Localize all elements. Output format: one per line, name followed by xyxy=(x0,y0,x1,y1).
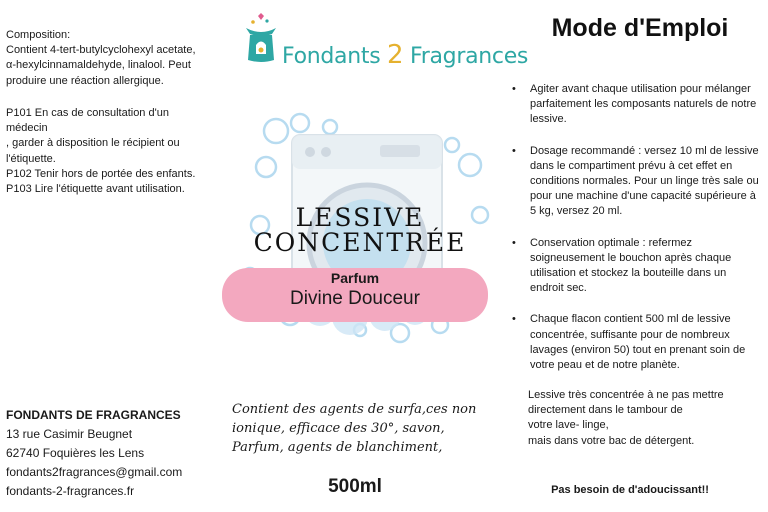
bullet-icon: • xyxy=(512,236,516,249)
composition-block xyxy=(6,28,228,89)
company-street: 13 rue Casimir Beugnet xyxy=(6,427,133,441)
list-item xyxy=(510,236,760,297)
precaution-line: P102 Tenir hors de portée des enfants. xyxy=(6,167,196,180)
instruction-text: Agiter avant chaque utilisation pour mélanger parfaitement les composants naturels de notre lessive. xyxy=(530,83,757,126)
composition-line: Composition: xyxy=(6,29,71,41)
composition-line: produire une réaction allergique. xyxy=(6,74,164,87)
precaution-line: P103 Lire l'étiquette avant utilisation. xyxy=(6,183,185,196)
instruction-text: Dosage recommandé : versez 10 ml de lessive dans le compartiment prévu à cet effet en conditions normales. Pour un linge très sale ou pour une machine d'une capacité supérieure à 5 kg, versez 20 ml. xyxy=(530,144,759,218)
bullet-icon: • xyxy=(512,83,516,95)
note-line: mais dans votre bac de détergent. xyxy=(528,434,695,447)
company-email: fondants2fragrances@gmail.com xyxy=(6,465,183,479)
precautions-block xyxy=(6,106,228,197)
company-name: FONDANTS DE FRAGRANCES xyxy=(6,408,181,422)
list-item xyxy=(510,82,760,128)
bullet-icon: • xyxy=(512,144,516,157)
title-line-1: LESSIVE xyxy=(295,203,425,232)
logo-text-number: 2 xyxy=(387,40,404,70)
volume-label: 500ml xyxy=(328,476,382,497)
note-line: votre lave- linge, xyxy=(528,419,609,432)
softener-note: Pas besoin de d'adoucissant!! xyxy=(551,484,709,496)
precaution-line: l'étiquette. xyxy=(6,152,56,165)
precaution-line: P101 En cas de consultation d'un xyxy=(6,107,169,119)
bullet-icon: • xyxy=(512,313,516,326)
company-website: fondants-2-fragrances.fr xyxy=(6,484,135,498)
precaution-line: médecin xyxy=(6,122,48,135)
logo-text-part: Fondants xyxy=(282,44,388,69)
instruction-text: Conservation optimale : refermez soigneusement le bouchon après chaque utilisation et stockez la bouteille dans un endroit sec. xyxy=(530,236,732,295)
logo-wordmark xyxy=(282,40,528,70)
note-line: directement dans le tambour de xyxy=(528,404,683,417)
company-city: 62740 Foquières les Lens xyxy=(6,446,145,460)
parfum-name: Divine Douceur xyxy=(290,288,420,309)
mode-emploi-title: Mode d'Emploi xyxy=(551,14,729,42)
composition-line: Contient 4-tert-butylcyclohexyl acetate, xyxy=(6,44,196,57)
instructions-list xyxy=(510,82,760,389)
logo-text-part: Fragrances xyxy=(403,44,529,69)
ingredients-text: Contient des agents de surfa,ces non ionique, efficace des 30°, savon, Parfum, agents de blanchiment, xyxy=(232,402,477,455)
precaution-line: , garder à disposition le récipient ou xyxy=(6,137,180,150)
usage-note xyxy=(528,388,758,449)
composition-line: α-hexylcinnamaldehyde, linalool. Peut xyxy=(6,59,191,72)
list-item xyxy=(510,144,760,220)
product-title xyxy=(240,205,480,255)
parfum-label: Parfum xyxy=(330,270,380,286)
instruction-text: Chaque flacon contient 500 ml de lessive concentrée, suffisante pour de nombreux lavages (environ 50) tout en prenant soin de votre peau et de notre planète. xyxy=(530,313,746,372)
note-line: Lessive très concentrée à ne pas mettre xyxy=(528,389,724,401)
title-line-2: CONCENTRÉE xyxy=(253,228,467,257)
list-item xyxy=(510,312,760,373)
company-block xyxy=(6,406,236,501)
